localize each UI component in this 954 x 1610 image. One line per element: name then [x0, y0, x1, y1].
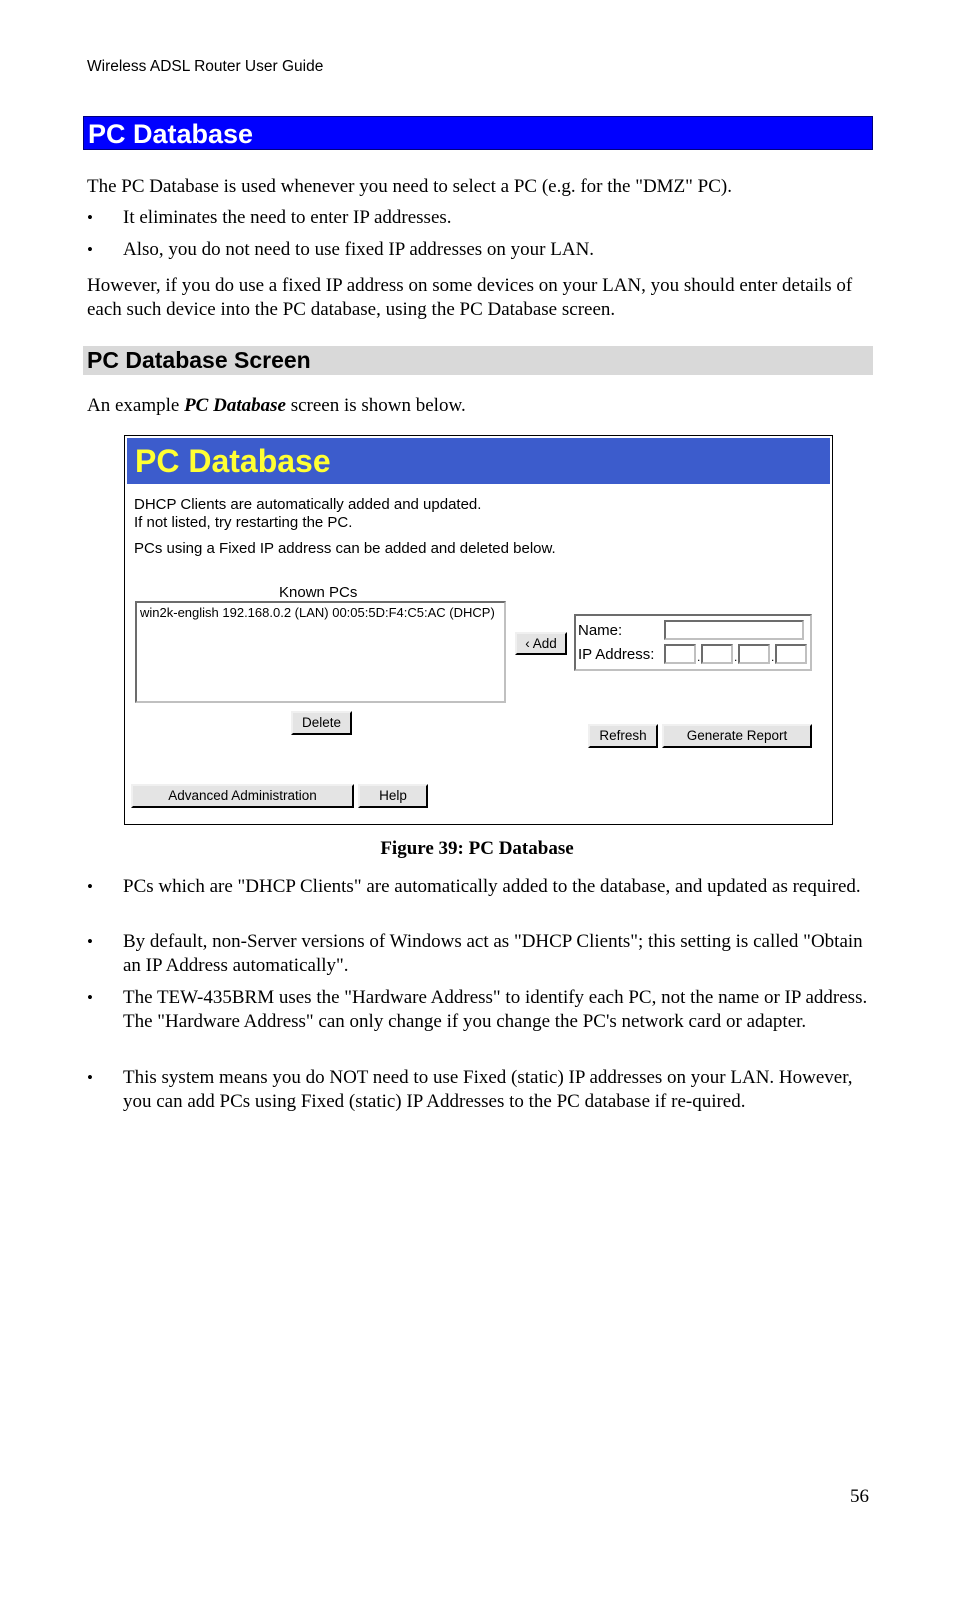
add-button[interactable]: ‹ Add [515, 632, 567, 655]
list-item-text: Also, you do not need to use fixed IP addresses on your LAN. [123, 239, 595, 260]
example-paragraph [87, 394, 872, 418]
bullet-icon: • [87, 988, 93, 1007]
list-item-text: By default, non-Server versions of Windows act as "DHCP Clients"; this setting is called "Obtain an IP Address automatically". [123, 931, 863, 976]
figure-caption: Figure 39: PC Database [380, 838, 574, 859]
running-header: Wireless ADSL Router User Guide [87, 58, 324, 75]
ip-octet-2-input[interactable] [701, 644, 733, 664]
known-pcs-listbox[interactable] [135, 601, 506, 703]
list-item-text: PCs which are "DHCP Clients" are automatically added to the database, and updated as required. [123, 876, 861, 897]
ip-octet-3-input[interactable] [738, 644, 770, 664]
name-input[interactable] [664, 620, 804, 640]
subsection-heading: PC Database Screen [87, 347, 311, 373]
bullet-icon: • [87, 208, 93, 227]
bullet-icon: • [87, 877, 93, 896]
bullet-icon: • [87, 240, 93, 259]
delete-button[interactable]: Delete [291, 711, 352, 735]
screen-title-bar [127, 438, 830, 484]
ip-octet-1-input[interactable] [664, 644, 696, 664]
example-text-post: screen is shown below. [285, 395, 466, 416]
ip-separator: . [734, 650, 738, 664]
pc-database-screenshot [124, 435, 833, 825]
section-heading-bar [83, 116, 873, 150]
section-heading: PC Database [88, 119, 254, 149]
ip-separator: . [697, 650, 701, 664]
known-pcs-label: Known PCs [279, 584, 358, 601]
help-button[interactable]: Help [358, 784, 428, 808]
example-text-pre: An example [87, 395, 185, 416]
dhcp-note-line1: DHCP Clients are automatically added and updated. [134, 496, 482, 513]
list-item[interactable]: win2k-english 192.168.0.2 (LAN) 00:05:5D:F4:C5:AC (DHCP) [140, 605, 495, 620]
advanced-administration-button[interactable]: Advanced Administration [131, 784, 354, 808]
example-emphasis: PC Database [184, 395, 286, 416]
ip-separator: . [771, 650, 775, 664]
list-item-text: This system means you do NOT need to use Fixed (static) IP addresses on your LAN. However, you can add PCs using Fixed (static) IP Addresses to the PC database if re-quired. [123, 1067, 853, 1112]
screen-title: PC Database [135, 443, 331, 479]
fixed-ip-paragraph: However, if you do use a fixed IP address on some devices on your LAN, you should enter details of each such device into the PC database, using the PC Database screen. [87, 275, 853, 320]
page-number: 56 [850, 1486, 869, 1507]
ip-address-label: IP Address: [578, 646, 655, 663]
intro-paragraph: The PC Database is used whenever you need to select a PC (e.g. for the "DMZ" PC). [87, 176, 732, 197]
list-item-text: It eliminates the need to enter IP addresses. [123, 207, 452, 228]
subsection-heading-bar [83, 346, 873, 375]
add-pc-form [574, 614, 812, 671]
refresh-button[interactable]: Refresh [588, 724, 658, 748]
list-item-text: The TEW-435BRM uses the "Hardware Address" to identify each PC, not the name or IP address. The "Hardware Address" can only change if you change the PC's network card or adapter. [123, 987, 868, 1032]
dhcp-note-line2: If not listed, try restarting the PC. [134, 514, 353, 531]
ip-octet-4-input[interactable] [775, 644, 807, 664]
bullet-icon: • [87, 932, 93, 951]
fixed-ip-note: PCs using a Fixed IP address can be added and deleted below. [134, 540, 556, 557]
bullet-icon: • [87, 1068, 93, 1087]
name-label: Name: [578, 622, 623, 639]
generate-report-button[interactable]: Generate Report [662, 724, 812, 748]
